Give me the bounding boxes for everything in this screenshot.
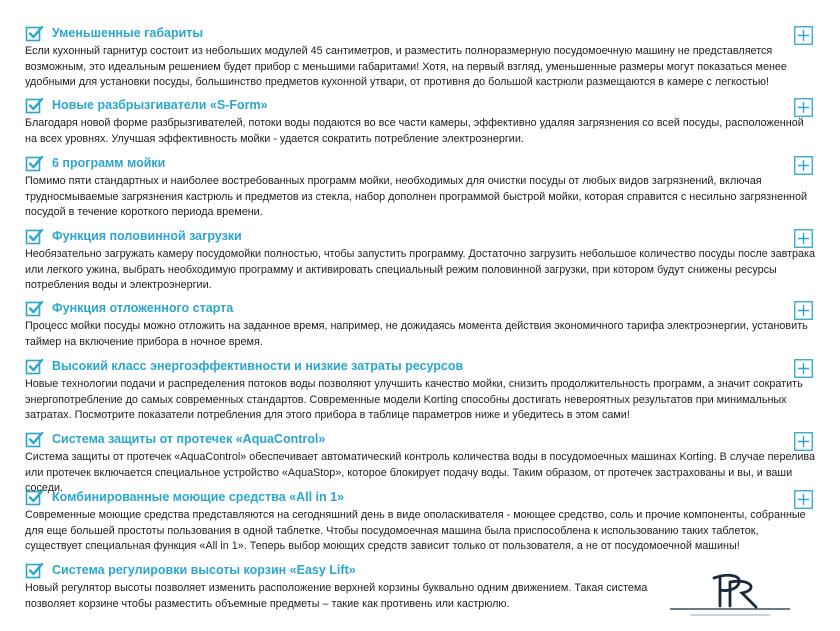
check-icon — [25, 24, 44, 43]
feature-title[interactable]: Комбинированные моющие средства «All in 1» — [52, 490, 345, 504]
feature-item — [0, 489, 840, 553]
feature-description: Система защиты от протечек «AquaControl» обеспечивает автоматический контроль количества воды в посудомоечных машинах Korting. В случае перелива или протечек включается специальное устройство «AquaStop», которое блокирует подачу воды. Таким образом, от протечек застрахованы и вы, и ваши соседи. — [25, 451, 816, 494]
feature-item — [0, 300, 840, 348]
expand-plus-icon[interactable] — [794, 156, 813, 175]
expand-plus-icon[interactable] — [794, 490, 813, 509]
expand-plus-icon[interactable] — [794, 26, 813, 45]
expand-plus-icon[interactable] — [794, 432, 813, 451]
feature-title[interactable]: Функция половинной загрузки — [52, 229, 242, 243]
feature-title[interactable]: Функция отложенного старта — [52, 301, 234, 315]
pr-monogram-logo — [670, 572, 790, 620]
feature-title[interactable]: Новые разбрызгиватели «S-Form» — [52, 98, 268, 112]
feature-title[interactable]: 6 программ мойки — [52, 156, 166, 170]
feature-description: Благодаря новой форме разбрызгивателей, потоки воды подаются во все части камеры, эффективно удаляя загрязнения со всей посуды, расположенной на всех уровнях. Улучшая эффективность мойки - удается сократить потребление электроэнергии. — [25, 117, 804, 145]
feature-description: Необязательно загружать камеру посудомойки полностью, чтобы запустить программу. Достаточно загрузить небольшое количество посуды после завтрака или легкого ужина, выбрать необходимую программу и активировать специальный режим половинной загрузки, при котором будут снижены ресурсы потребления воды и электроэнергии. — [25, 248, 816, 291]
expand-plus-icon[interactable] — [794, 301, 813, 320]
expand-plus-icon[interactable] — [794, 98, 813, 117]
check-icon — [25, 154, 44, 173]
feature-description: Современные моющие средства представляются на сегодняшний день в виде ополаскивателя - моющее средство, соль и прочие компоненты, собранные для еще большей простоты пользования в одной таблетке. Чтобы посудомоечная машина была приспособлена к использованию таких таблеток, существует специальная функция «All in 1». Теперь выбор моющих средств зависит только от пользователя, а не от посудомоечной машины! — [25, 509, 806, 552]
feature-title[interactable]: Система защиты от протечек «AquaControl» — [52, 432, 326, 446]
feature-description: Новые технологии подачи и распределения потоков воды позволяют улучшить качество мойки, снизить продолжительность программ, а значит сократить энергопотребление до самых современных стандартов. Современные модели Korting способны достигать невероятных результатов при минимальных затратах. Посмотрите показатели потребления для этого прибора в таблице параметров ниже и убедитесь в этом сами! — [25, 378, 803, 421]
feature-title[interactable]: Система регулировки высоты корзин «Easy Lift» — [52, 563, 356, 577]
feature-description: Новый регулятор высоты позволяет изменить расположение верхней корзины буквально одним движением. Такая система позволяет корзине чтобы разместить объемные предметы – такие как противень или кастрюлю. — [25, 582, 648, 610]
feature-item — [0, 155, 840, 219]
feature-item — [0, 228, 840, 292]
check-icon — [25, 357, 44, 376]
feature-item — [0, 358, 840, 422]
feature-item — [0, 431, 840, 494]
check-icon — [25, 227, 44, 246]
check-icon — [25, 430, 44, 449]
feature-description: Помимо пяти стандартных и наиболее востребованных программ мойки, необходимых для очистки посуды от любых видов загрязнений, включая трудносмываемые загрязнения кастрюль и предметов из стекла, набор дополнен программой быстрой мойки, которая справится с несильно загрязненной посудой в течение короткого периода времени. — [25, 175, 808, 218]
check-icon — [25, 299, 44, 318]
feature-title[interactable]: Высокий класс энергоэффективности и низкие затраты ресурсов — [52, 359, 464, 373]
check-icon — [25, 561, 44, 580]
check-icon — [25, 488, 44, 507]
check-icon — [25, 96, 44, 115]
expand-plus-icon[interactable] — [794, 229, 813, 248]
feature-description: Если кухонный гарнитур состоит из небольших модулей 45 сантиметров, и разместить полноразмерную посудомоечную машину не представляется возможным, это идеальным решением будет прибор с меньшими габаритами! Хотя, на первый взгляд, уменьшенные размеры могут показаться менее удобными для установки посуды, большинство предметов кухонной утвари, от противня до большой кастрюли размещаются в камере с легкостью! — [25, 45, 787, 88]
feature-description: Процесс мойки посуды можно отложить на заданное время, например, не дожидаясь момента действия экономичного тарифа электроэнергии, установить таймер на включение прибора в ночное время. — [25, 320, 808, 348]
feature-title[interactable]: Уменьшенные габариты — [52, 26, 204, 40]
feature-item — [0, 97, 840, 145]
expand-plus-icon[interactable] — [794, 359, 813, 378]
feature-item — [0, 25, 840, 89]
